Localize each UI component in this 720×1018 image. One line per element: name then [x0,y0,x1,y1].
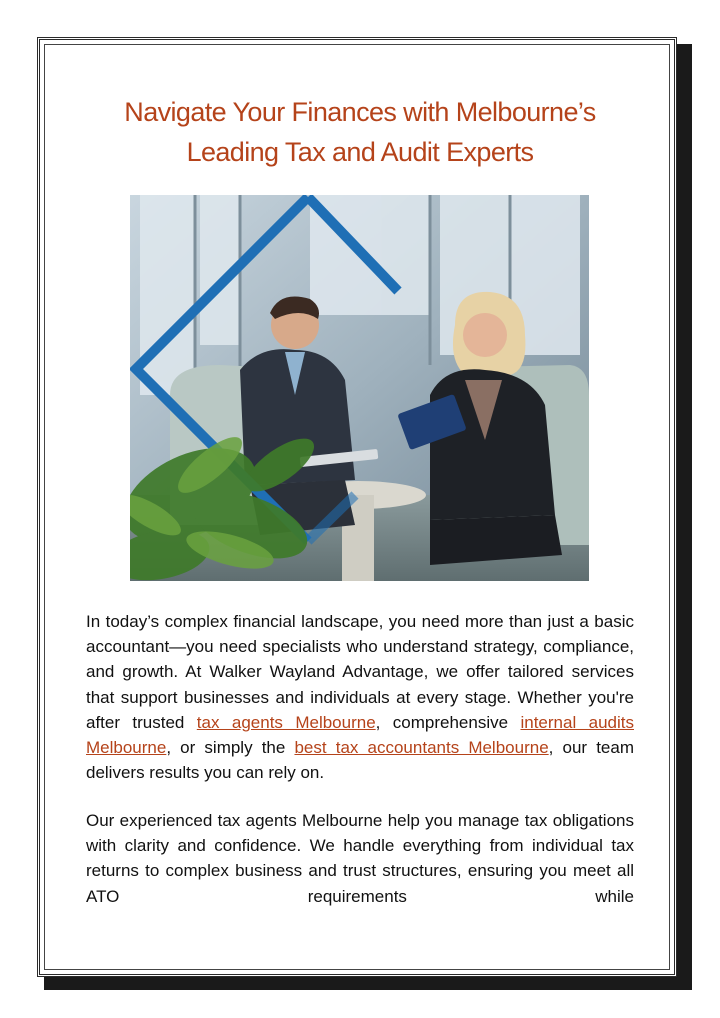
tax-agents-paragraph: Our experienced tax agents Melbourne help you manage tax obligations with clarity and confidence. We handle everything from individual tax returns to complex business and trust structures, ensuring you meet all ATO requirements while [86,811,634,906]
link-internal-audits-melbourne[interactable]: internal audits Melbourne [86,712,634,758]
intro-paragraph [86,609,634,785]
intro-text-b: , comprehensive [375,712,521,732]
meeting-photo [130,195,589,581]
intro-text-a: In today’s complex financial landscape, you need more than just a basic accountant—you need specialists who understand strategy, compliance, and growth. At Walker Wayland Advantage, we offer tailored services that support businesses and individuals at every stage. Whether you're after trusted [86,612,634,732]
intro-text-c: , or simply the [166,738,295,758]
document-title [80,92,640,172]
page-frame [37,37,677,977]
intro-text-d: , our team delivers results you can rely on. [86,738,634,783]
link-best-tax-accountants-melbourne[interactable]: best tax accountants Melbourne [294,738,549,758]
title-line-2: Leading Tax and Audit Experts [186,137,534,167]
photo-illustration [130,195,589,581]
link-tax-agents-melbourne[interactable]: tax agents Melbourne [196,712,376,732]
title-line-1: Navigate Your Finances with Melbourne’s [124,97,596,127]
